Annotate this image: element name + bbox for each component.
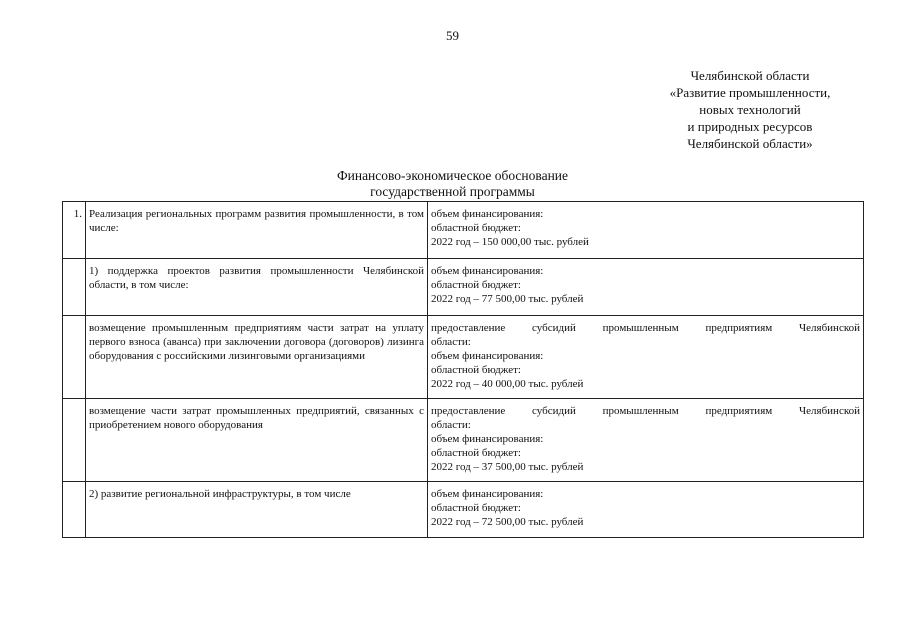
table-row	[63, 482, 864, 538]
funding-line: областной бюджет:	[431, 279, 521, 291]
funding-cell	[428, 202, 864, 259]
row-number	[63, 316, 86, 399]
funding-line: областной бюджет:	[431, 222, 521, 234]
funding-line: области:	[431, 419, 471, 431]
page-number: 59	[446, 28, 459, 43]
funding-line: объем финансирования:	[431, 208, 544, 220]
document-title	[0, 168, 905, 200]
funding-line: областной бюджет:	[431, 502, 521, 514]
funding-line: областной бюджет:	[431, 447, 521, 459]
header-line: и природных ресурсов	[687, 119, 813, 134]
funding-line: объем финансирования:	[431, 265, 544, 277]
row-number	[63, 482, 86, 538]
header-line: Челябинской области»	[687, 136, 813, 151]
funding-line: объем финансирования:	[431, 350, 544, 362]
header-line: новых технологий	[699, 102, 801, 117]
funding-line: предоставление субсидий промышленным предприятиям Челябинской	[431, 322, 860, 334]
funding-cell	[428, 399, 864, 482]
funding-line: 2022 год – 37 500,00 тыс. рублей	[431, 461, 584, 473]
funding-line: области:	[431, 336, 471, 348]
table-row	[63, 259, 864, 316]
program-header	[620, 67, 880, 152]
action-cell: возмещение части затрат промышленных предприятий, связанных с приобретением нового оборудования	[86, 399, 428, 482]
funding-cell	[428, 316, 864, 399]
action-cell: Реализация региональных программ развития промышленности, в том числе:	[86, 202, 428, 259]
action-cell: возмещение промышленным предприятиям части затрат на уплату первого взноса (аванса) при заключении договора (договоров) лизинга оборудования с российскими лизинговыми организациями	[86, 316, 428, 399]
table-row	[63, 399, 864, 482]
header-line: «Развитие промышленности,	[669, 85, 831, 100]
title-line-1: Финансово-экономическое обоснование	[336, 168, 569, 183]
funding-line: предоставление субсидий промышленным предприятиям Челябинской	[431, 405, 860, 417]
table-row	[63, 316, 864, 399]
funding-cell	[428, 259, 864, 316]
row-number: 1.	[63, 202, 86, 259]
funding-line: 2022 год – 72 500,00 тыс. рублей	[431, 516, 584, 528]
action-cell: 1) поддержка проектов развития промышленности Челябинской области, в том числе:	[86, 259, 428, 316]
funding-table	[62, 201, 864, 538]
funding-line: 2022 год – 77 500,00 тыс. рублей	[431, 293, 584, 305]
row-number	[63, 399, 86, 482]
funding-line: 2022 год – 150 000,00 тыс. рублей	[431, 236, 589, 248]
funding-line: объем финансирования:	[431, 433, 544, 445]
funding-line: областной бюджет:	[431, 364, 521, 376]
header-line: Челябинской области	[690, 68, 810, 83]
table-row	[63, 202, 864, 259]
funding-cell	[428, 482, 864, 538]
action-cell: 2) развитие региональной инфраструктуры, в том числе	[86, 482, 428, 538]
funding-line: объем финансирования:	[431, 488, 544, 500]
title-line-2: государственной программы	[370, 184, 535, 199]
funding-line: 2022 год – 40 000,00 тыс. рублей	[431, 378, 584, 390]
row-number	[63, 259, 86, 316]
